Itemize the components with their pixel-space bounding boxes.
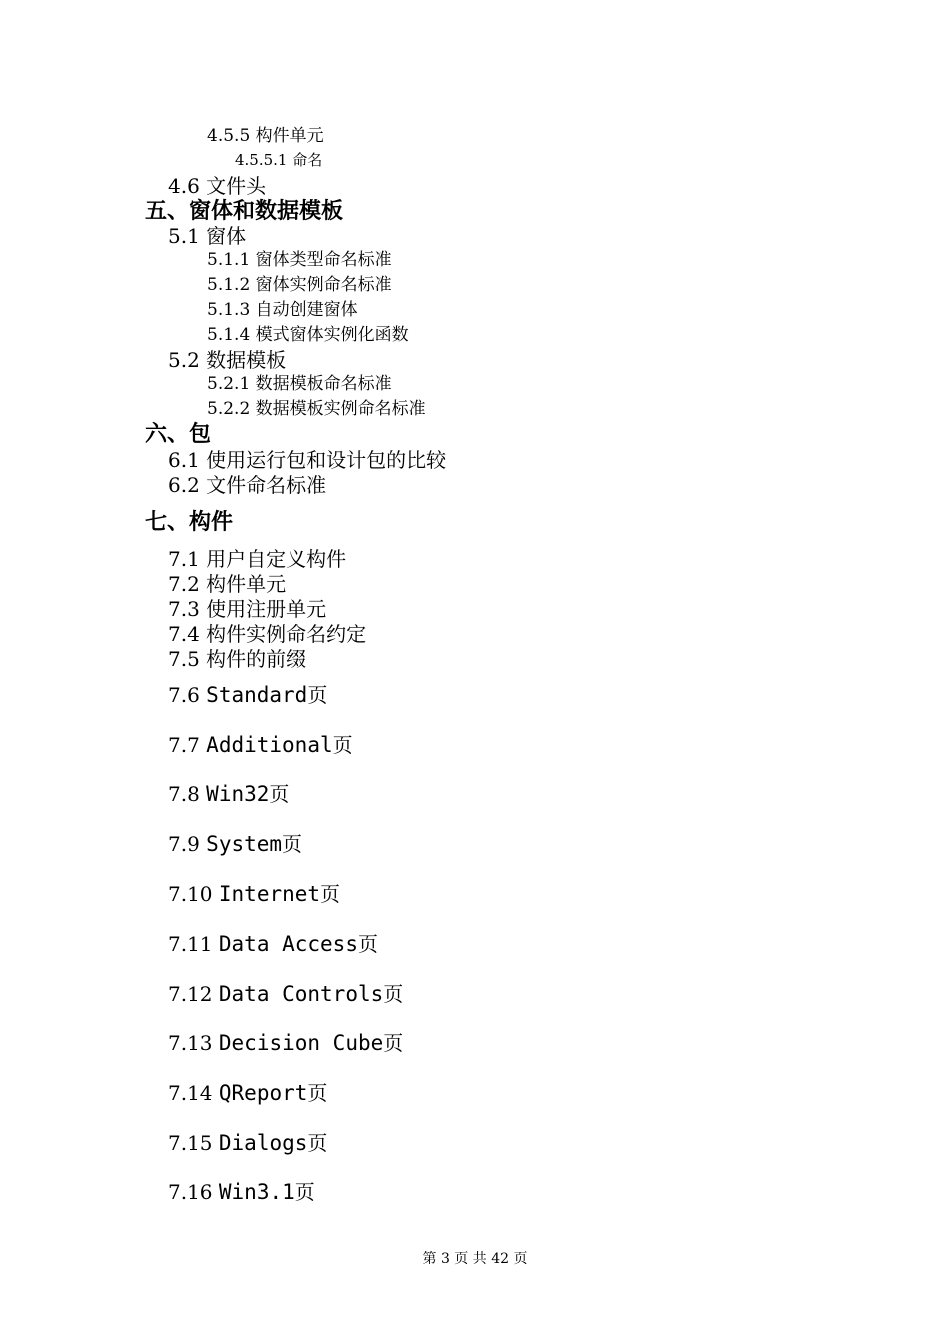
- toc-entry-suffix: 页: [307, 683, 328, 707]
- toc-entry-suffix: 页: [307, 1081, 328, 1105]
- toc-entry-number: 7.16: [168, 1180, 213, 1204]
- toc-entry-title: Internet: [218, 882, 321, 906]
- toc-entry-4-5-5-1: 4.5.5.1 命名: [235, 151, 323, 169]
- page-footer: 第 3 页 共 42 页: [422, 1251, 528, 1267]
- toc-entry-5-1-3: 5.1.3 自动创建窗体: [207, 300, 358, 320]
- toc-entry-suffix: 页: [320, 882, 341, 906]
- toc-entry-7-8: [168, 784, 289, 805]
- toc-entry-7-6: [168, 685, 327, 706]
- toc-entry-7-13: [168, 1033, 403, 1054]
- toc-entry-5-1-2: 5.1.2 窗体实例命名标准: [207, 275, 392, 295]
- toc-chapter-5: 五、窗体和数据模板: [145, 199, 344, 224]
- toc-entry-number: 7.12: [168, 982, 213, 1006]
- toc-entry-number: 7.9: [168, 832, 200, 856]
- toc-entry-7-14: [168, 1083, 327, 1104]
- toc-entry-title: System: [206, 832, 283, 856]
- toc-entry-title: Dialogs: [218, 1131, 308, 1155]
- toc-entry-number: 7.7: [168, 733, 200, 757]
- toc-entry-7-3: 7.3 使用注册单元: [168, 597, 327, 621]
- toc-entry-title: Standard: [206, 683, 308, 707]
- toc-entry-number: 7.13: [168, 1031, 213, 1055]
- toc-entry-7-5: 7.5 构件的前缀: [168, 647, 307, 671]
- toc-entry-7-10: [168, 884, 340, 905]
- toc-entry-7-12: [168, 984, 403, 1005]
- toc-entry-6-1: 6.1 使用运行包和设计包的比较: [168, 448, 447, 472]
- toc-entry-5-1-4: 5.1.4 模式窗体实例化函数: [207, 325, 409, 345]
- toc-entry-title: Additional: [206, 733, 333, 757]
- toc-entry-5-1-1: 5.1.1 窗体类型命名标准: [207, 250, 392, 270]
- toc-entry-title: Decision Cube: [218, 1031, 384, 1055]
- toc-entry-7-4: 7.4 构件实例命名约定: [168, 622, 367, 646]
- toc-entry-4-6: 4.6 文件头: [168, 174, 267, 198]
- toc-chapter-7: 七、构件: [145, 510, 234, 535]
- toc-entry-title: QReport: [218, 1081, 308, 1105]
- toc-entry-number: 7.10: [168, 882, 213, 906]
- toc-entry-7-11: [168, 934, 378, 955]
- toc-entry-5-2-2: 5.2.2 数据模板实例命名标准: [207, 399, 426, 419]
- toc-entry-suffix: 页: [332, 733, 353, 757]
- toc-entry-number: 7.14: [168, 1081, 213, 1105]
- toc-entry-number: 7.15: [168, 1131, 213, 1155]
- toc-entry-title: Data Access: [218, 932, 358, 956]
- toc-entry-title: Win3.1: [218, 1180, 295, 1204]
- toc-entry-5-2-1: 5.2.1 数据模板命名标准: [207, 374, 392, 394]
- toc-entry-7-2: 7.2 构件单元: [168, 572, 287, 596]
- toc-entry-5-1: 5.1 窗体: [168, 224, 247, 248]
- toc-entry-7-16: [168, 1182, 315, 1203]
- toc-entry-4-5-5: 4.5.5 构件单元: [207, 126, 324, 146]
- toc-entry-7-1: 7.1 用户自定义构件: [168, 547, 347, 571]
- toc-entry-title: Win32: [206, 782, 270, 806]
- toc-entry-6-2: 6.2 文件命名标准: [168, 473, 327, 497]
- toc-entry-suffix: 页: [383, 982, 404, 1006]
- toc-entry-title: Data Controls: [218, 982, 384, 1006]
- toc-entry-number: 7.6: [168, 683, 200, 707]
- toc-entry-suffix: 页: [294, 1180, 315, 1204]
- toc-entry-7-15: [168, 1133, 327, 1154]
- toc-entry-suffix: 页: [307, 1131, 328, 1155]
- toc-entry-5-2: 5.2 数据模板: [168, 348, 287, 372]
- toc-entry-number: 7.8: [168, 782, 200, 806]
- toc-chapter-6: 六、包: [145, 422, 212, 447]
- toc-entry-7-9: [168, 834, 302, 855]
- toc-entry-number: 7.11: [168, 932, 213, 956]
- toc-entry-7-7: [168, 735, 353, 756]
- toc-entry-suffix: 页: [383, 1031, 404, 1055]
- toc-entry-suffix: 页: [357, 932, 378, 956]
- toc-entry-suffix: 页: [269, 782, 290, 806]
- toc-entry-suffix: 页: [282, 832, 303, 856]
